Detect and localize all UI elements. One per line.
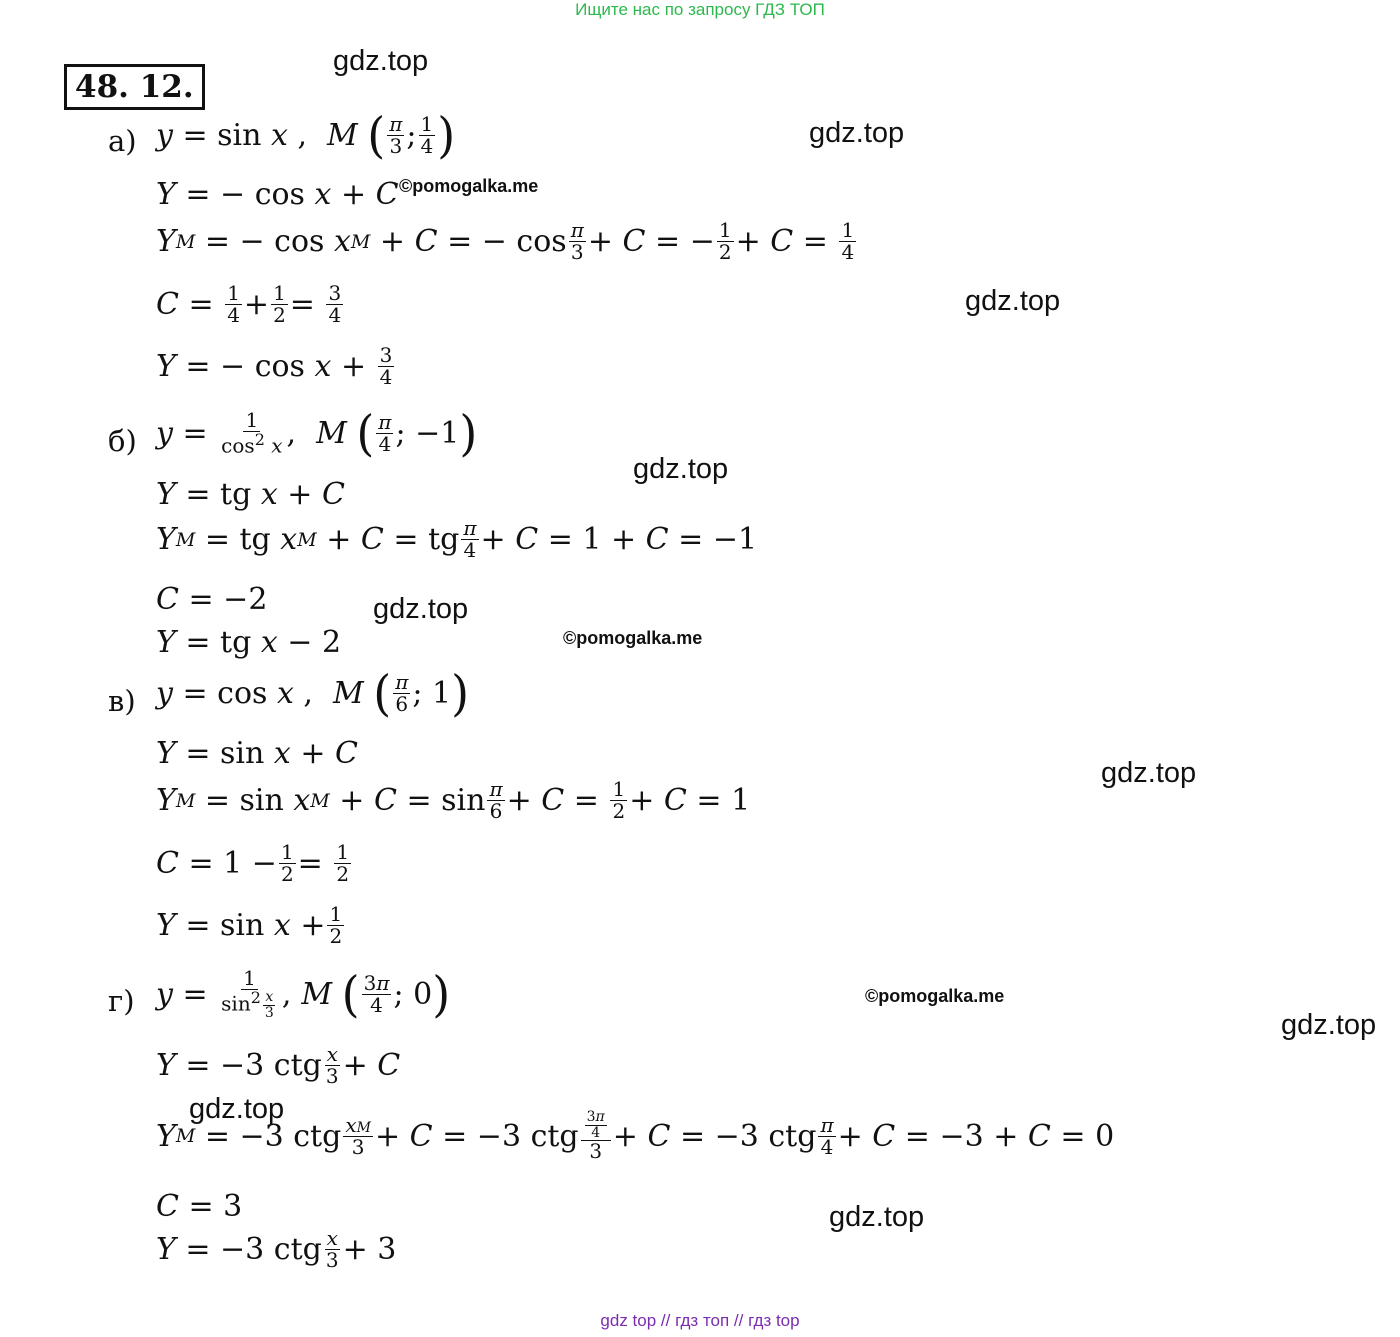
formula-line: y = sin x , M ( $\frac{\pi}{3}$ ; $\frac{1}{4}$ )	[156, 106, 456, 164]
formula-line: C = 1 − $\frac{1}{2}$ = $\frac{1}{2}$	[156, 840, 350, 886]
watermark-gdz: gdz.top	[633, 453, 729, 485]
part-label-b: б)	[108, 424, 137, 458]
footer-links[interactable]: gdz top // гдз топ // гдз top	[600, 1311, 800, 1330]
formula-line: Y M = −3 ctg $\frac{xM}{3}$ + C = −3 ctg $\frac{\frac{3\pi}{4}}{3}$ + C = −3 ctg $\frac{\pi}{4}$ + C = −3 + C = 0	[156, 1109, 1115, 1164]
problem-number: 48. 12.	[64, 64, 205, 110]
top-banner[interactable]: Ищите нас по запросу ГДЗ ТОП	[575, 0, 825, 19]
formula-line: y = cos x , M ( $\frac{\pi}{6}$ ; 1 )	[156, 664, 470, 722]
watermark-gdz: gdz.top	[965, 285, 1061, 317]
formula-line: Y M = tg x M + C = tg $\frac{\pi}{4}$ + C = 1 + C = −1	[156, 516, 758, 562]
formula-line: y = $\frac{1}{\cos^2 x}$ , M ( $\frac{\pi}{4}$ ; −1 )	[156, 404, 478, 462]
part-label-g: г)	[108, 984, 135, 1018]
watermark-pomogalka: ©pomogalka.me	[563, 628, 703, 648]
watermark-gdz: gdz.top	[1281, 1009, 1377, 1041]
formula-line: C = 3	[156, 1189, 243, 1224]
watermark-gdz: gdz.top	[373, 593, 469, 625]
formula-line: Y = tg x + C	[156, 477, 345, 512]
formula-line: Y = sin x + C	[156, 736, 358, 771]
formula-line: C = $\frac{1}{4}$ + $\frac{1}{2}$ = $\frac{3}{4}$	[156, 281, 342, 327]
formula-line: Y = − cos x + C	[156, 177, 399, 212]
watermark-gdz: gdz.top	[189, 1093, 285, 1125]
watermark-pomogalka: ©pomogalka.me	[865, 986, 1005, 1006]
formula-line: y = 1 $\sin^2$ $\frac{x}{3}$ , M ( $\frac{3\pi}{4}$ ; 0 )	[156, 965, 451, 1023]
watermark-pomogalka: ©pomogalka.me	[399, 176, 539, 196]
formula-line: Y M = − cos x M + C = − cos $\frac{\pi}{3}$ + C = − $\frac{1}{2}$ + C = $\frac{1}{4}$	[156, 218, 855, 264]
watermark-gdz: gdz.top	[333, 45, 429, 77]
formula-line: Y = −3 ctg $\frac{x}{3}$ + C	[156, 1042, 401, 1088]
part-label-a: а)	[108, 124, 137, 158]
formula-line: Y = − cos x + $\frac{3}{4}$	[156, 343, 393, 389]
watermark-gdz: gdz.top	[1101, 757, 1197, 789]
formula-line: C = −2	[156, 582, 268, 617]
formula-line: Y = tg x − 2	[156, 625, 342, 660]
formula-line: Y = −3 ctg $\frac{x}{3}$ + 3	[156, 1226, 397, 1272]
watermark-gdz: gdz.top	[829, 1201, 925, 1233]
part-label-v: в)	[108, 684, 136, 718]
formula-line: Y = sin x + $\frac{1}{2}$	[156, 902, 343, 948]
watermark-gdz: gdz.top	[809, 117, 905, 149]
formula-line: Y M = sin x M + C = sin $\frac{\pi}{6}$ + C = $\frac{1}{2}$ + C = 1	[156, 777, 751, 823]
